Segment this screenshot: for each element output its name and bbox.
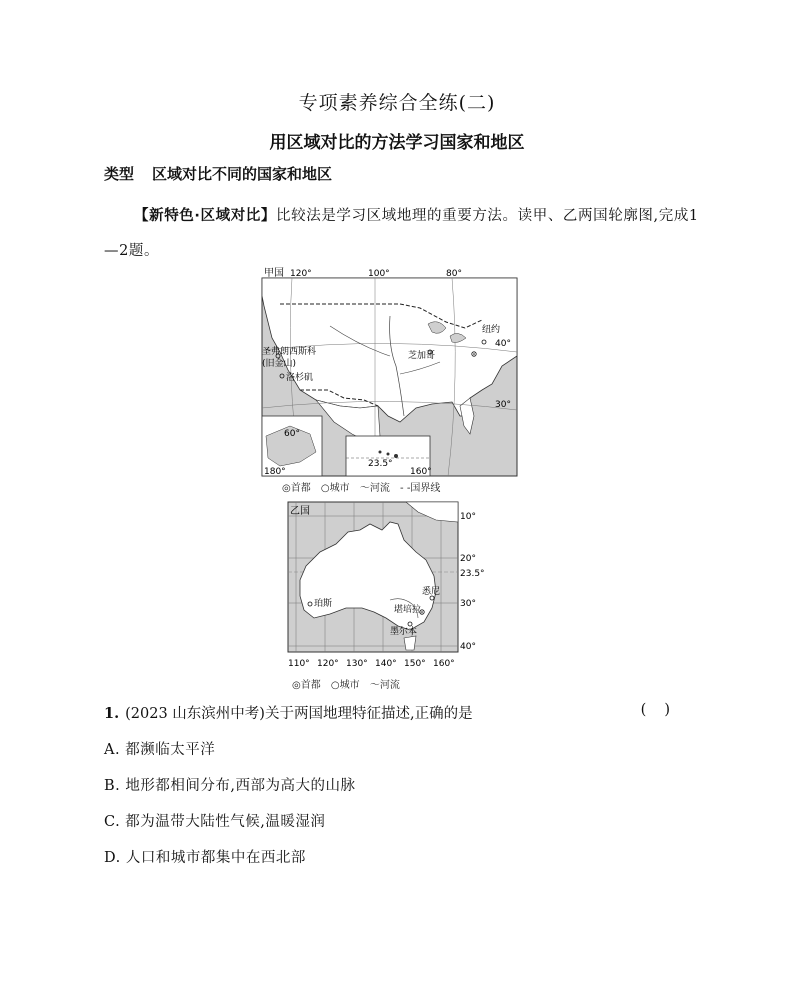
inset-label: 60° (284, 429, 300, 439)
city-label: 芝加哥 (408, 351, 436, 361)
map-jia-legend (282, 479, 447, 494)
lat-label: 10° (460, 512, 476, 522)
question-number: 1. (104, 705, 120, 722)
legend-capital: ◎首都 (292, 680, 321, 691)
lon-label: 130° (346, 659, 368, 669)
option-a: A. 都濒临太平洋 (104, 742, 216, 758)
lat-label: 30° (460, 599, 476, 609)
page-subtitle: 用区域对比的方法学习国家和地区 (269, 133, 525, 153)
lon-label: 140° (375, 659, 397, 669)
lon-label: 80° (446, 269, 462, 279)
legend-river: 〜河流 (369, 680, 400, 691)
legend-river: 〜河流 (359, 483, 390, 494)
question-source: (2023 山东滨州中考) (125, 706, 265, 722)
city-label: 悉尼 (422, 587, 441, 597)
option-c: C. 都为温带大陆性气候,温暖湿润 (104, 814, 326, 830)
section-label: 类型 (104, 165, 135, 183)
city-label: 圣弗朗西斯科 (262, 347, 317, 357)
section-heading (104, 163, 332, 184)
map-yi-legend (292, 676, 407, 691)
legend-border: - -国界线 (400, 483, 441, 494)
lat-label: 40° (495, 339, 511, 349)
option-d: D. 人口和城市都集中在西北部 (104, 850, 306, 866)
lon-label: 120° (290, 269, 312, 279)
inset-label: 23.5° (368, 459, 393, 469)
legend-capital: ◎首都 (282, 483, 311, 494)
lat-label: 40° (460, 642, 476, 652)
inset-label: 160° (410, 467, 432, 477)
intro-paragraph (104, 199, 704, 269)
lon-label: 150° (404, 659, 426, 669)
legend-city: ○城市 (330, 680, 360, 691)
lat-label: 23.5° (460, 569, 485, 579)
lat-label: 20° (460, 554, 476, 564)
page-title: 专项素养综合全练(二) (298, 92, 496, 114)
section-name: 区域对比不同的国家和地区 (152, 165, 333, 183)
lon-label: 120° (317, 659, 339, 669)
inset-label: 180° (264, 467, 286, 477)
city-label: 纽约 (482, 325, 501, 335)
lon-label: 160° (433, 659, 455, 669)
intro-tag: 【新特色·区域对比】 (134, 208, 277, 224)
legend-city: ○城市 (320, 483, 350, 494)
option-b: B. 地形都相间分布,西部为高大的山脉 (104, 778, 356, 794)
answer-blank: () (640, 702, 688, 718)
question-text: 关于两国地理特征描述,正确的是 (264, 706, 473, 722)
map-jia-label: 甲国 (264, 268, 284, 279)
city-label: 堪培拉 (394, 605, 422, 615)
question-1 (104, 702, 696, 723)
map-jia (260, 266, 520, 478)
city-label: 洛杉矶 (286, 373, 314, 383)
map-yi (286, 500, 486, 672)
map-yi-label: 乙国 (290, 506, 310, 517)
city-label: (旧金山) (262, 359, 297, 369)
city-label: 墨尔本 (390, 627, 418, 637)
lon-label: 110° (288, 659, 310, 669)
city-label: 珀斯 (314, 599, 333, 609)
lat-label: 30° (495, 400, 511, 410)
lon-label: 100° (368, 269, 390, 279)
intro-text: 比较法是学习区域地理的重要方法。读甲、乙两国轮廓图,完成1—2题。 (104, 208, 699, 259)
